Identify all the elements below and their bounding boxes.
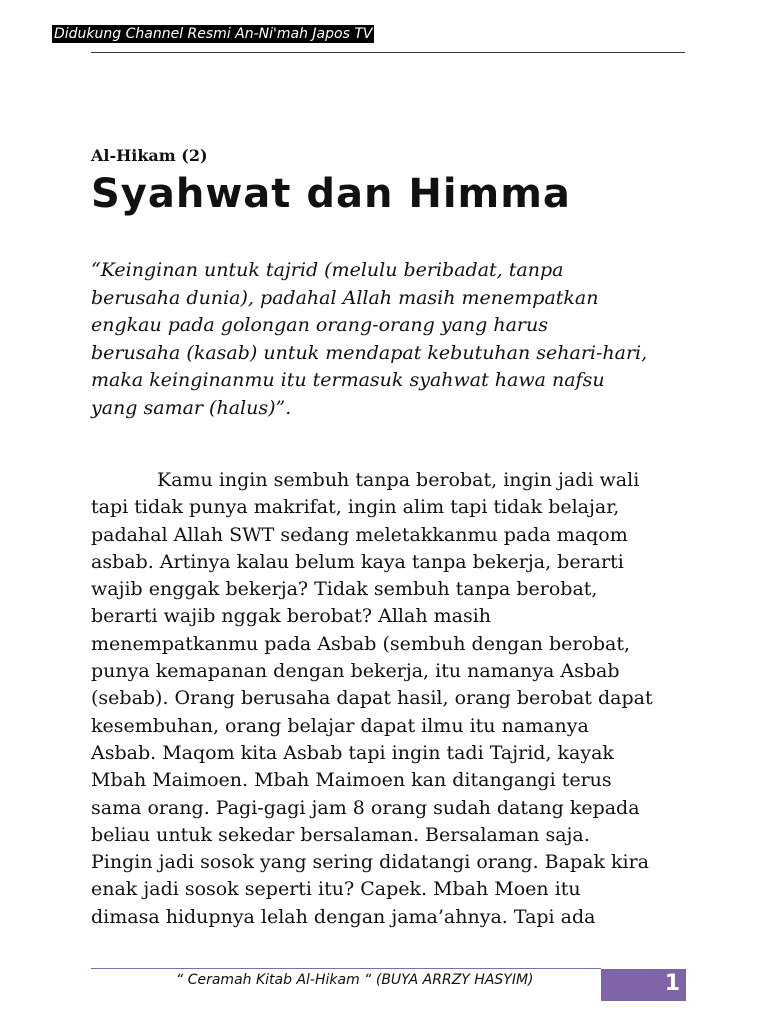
quote-line: maka keinginanmu itu termasuk syahwat hawa nafsu [91, 369, 605, 391]
quote-line: “Keinginan untuk tajrid (melulu beribadat, tanpa [91, 259, 564, 281]
body-line: kesembuhan, orang belajar dapat ilmu itu namanya [91, 714, 589, 737]
quote-block [91, 257, 701, 422]
page-number: 1 [664, 971, 680, 996]
body-line: wajib enggak bekerja? Tidak sembuh tanpa berobat, [91, 578, 598, 601]
body-line: Kamu ingin sembuh tanpa berobat, ingin jadi wali [157, 469, 640, 491]
body-line: beliau untuk sekedar bersalaman. Bersalaman saja. [91, 823, 590, 846]
body-line: menempatkanmu pada Asbab (sembuh dengan berobat, [91, 632, 631, 655]
body-line: Mbah Maimoen. Mbah Maimoen kan ditangangi terus [91, 769, 612, 792]
body-line: (sebab). Orang berusaha dapat hasil, orang berobat dapat [91, 687, 653, 710]
body-line: sama orang. Pagi-gagi jam 8 orang sudah datang kepada [91, 796, 640, 819]
article-subtitle: Al-Hikam (2) [91, 146, 208, 165]
page-number-box [601, 969, 686, 1001]
body-line: padahal Allah SWT sedang meletakkanmu pada maqom [91, 523, 628, 546]
body-line: punya kemapanan dengan bekerja, itu namanya Asbab [91, 660, 620, 683]
body-line: tapi tidak punya makrifat, ingin alim tapi tidak belajar, [91, 496, 620, 519]
body-line: Asbab. Maqom kita Asbab tapi ingin tadi Tajrid, kayak [91, 741, 614, 764]
body-paragraph [91, 467, 701, 931]
footer-caption: “ Ceramah Kitab Al-Hikam “ (BUYA ARRZY HASYIM) [176, 972, 534, 988]
body-line: enak jadi sosok seperti itu? Capek. Mbah Moen itu [91, 878, 581, 901]
body-line: Pingin jadi sosok yang sering didatangi orang. Bapak kira [91, 851, 650, 874]
footer-divider [91, 968, 601, 969]
quote-line: berusaha dunia), padahal Allah masih menempatkan [91, 286, 599, 309]
quote-line: berusaha (kasab) untuk mendapat kebutuhan sehari-hari, [91, 341, 648, 364]
header-divider [91, 52, 685, 53]
quote-line: engkau pada golongan orang-orang yang harus [91, 314, 548, 336]
body-line: dimasa hidupnya lelah dengan jama’ahnya. Tapi ada [91, 905, 596, 928]
header-banner: Didukung Channel Resmi An-Ni'mah Japos TV [54, 26, 373, 42]
quote-line: yang samar (halus)”. [91, 396, 292, 419]
body-line: asbab. Artinya kalau belum kaya tanpa bekerja, berarti [91, 550, 624, 573]
body-line: berarti wajib nggak berobat? Allah masih [91, 605, 492, 628]
article-title: Syahwat dan Himma [91, 171, 571, 217]
